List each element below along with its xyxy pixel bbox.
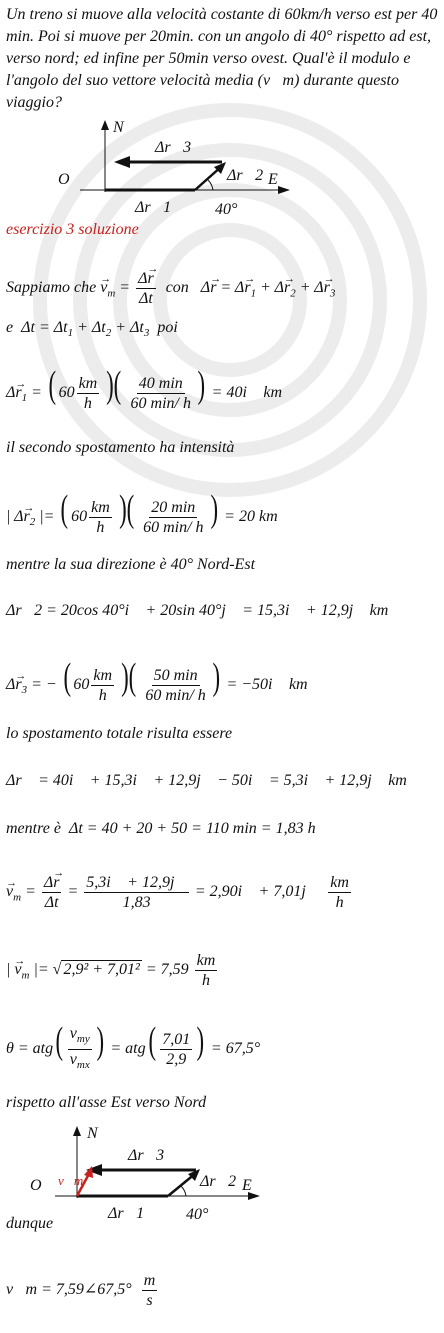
d2-north-label: N (87, 1125, 98, 1142)
text-rispetto: rispetto all'asse Est verso Nord (6, 1094, 207, 1111)
d1-r1-label: Δr⃗1 (135, 199, 172, 216)
text-dunque: dunque (6, 1215, 54, 1232)
text-secondo: il secondo spostamento ha intensità (6, 439, 235, 456)
eq-velocity: → $v_m$ = $\frac{\Delta\to r}{\Delta t}$ = $\frac{5,3i⃗ + 12,9j⃗}{1,83}$ = 2,90i⃗ + 7,01j⃗ $\frac{km}{h}$ (6, 874, 353, 911)
eq-final: v⃗m = 7,59∠67,5° $\frac{m}{s}$ (6, 1272, 156, 1309)
eq-r1: $\Delta\to r_1$ = ( 60 $\frac{km}{h}$ )( $\frac{40 \min}{60 \min/ h}$ ) = 40i⃗ km (6, 366, 282, 412)
d1-angle-label: 40° (215, 201, 238, 218)
vector-diagram-1 (0, 110, 444, 225)
d2-west-label: O (30, 1177, 42, 1194)
d2-r3-label: Δr⃗3 (128, 1147, 165, 1164)
eq-definition: Sappiamo che → $v_m$ = $\frac{\Delta\to r}{\Delta t}$ con $\Delta\to r = \Delta\to r_1 + \Delta\to r_2 + \Delta\to r_3$ (6, 270, 335, 307)
vector-diagram-2 (0, 1120, 444, 1220)
d1-east-label: E (268, 171, 278, 188)
solution-title: esercizio 3 soluzione (6, 221, 139, 238)
d1-west-label: O (58, 171, 70, 188)
eq-r2-components: Δr⃗2 = 20cos 40°i⃗ + 20sin 40°j⃗ = 15,3i⃗ + 12,9j⃗ km (6, 602, 389, 619)
eq-total: Δr⃗ = 40i⃗ + 15,3i⃗ + 12,9j⃗ − 50i⃗ = 5,3i⃗ + 12,9j⃗ km (6, 772, 407, 789)
text-totale: lo spostamento totale risulta essere (6, 725, 233, 742)
d2-r2-label: Δr⃗2 (200, 1173, 237, 1190)
eq-r3: $\Delta\to r_3$ = − ( 60 $\frac{km}{h}$ )( $\frac{50 \min}{60 \min/ h}$ ) = −50i⃗ km (6, 658, 308, 704)
eq-modulus: | → $v_m$ |= √ 2,9² + 7,01² = 7,59 $\frac{km}{h}$ (6, 952, 219, 989)
eq-r2-modulus: | $\Delta\to r_2$ |= ( 60 $\frac{km}{h}$ )( $\frac{20 \min}{60 \min/ h}$ ) = 20 km (6, 490, 278, 536)
d2-vm-label: v⃗m (58, 1173, 84, 1188)
d1-r2-label: Δr⃗2 (227, 167, 264, 184)
eq-time-total: mentre è Δt = 40 + 20 + 50 = 110 min = 1,83 h (6, 820, 316, 837)
eq-theta: θ = atg( $\frac{v_{my}}{v_{mx}}$ ) = atg( $\frac{7,01}{2,9}$ ) = 67,5° (6, 1020, 261, 1072)
d2-east-label: E (242, 1177, 252, 1194)
d1-r3-label: Δr⃗3 (155, 139, 192, 156)
eq-time-sum: e $\Delta t = \Delta t_1 + \Delta t_2 + \Delta t_3$ poi (6, 319, 178, 340)
d2-r1-label: Δr⃗1 (108, 1205, 145, 1220)
problem-statement: Un treno si muove alla velocità costante di 60km/h verso est per 40 min. Poi si muove per 20min. con un angolo di 40° rispetto ad est, verso nord; ed infine per 50min verso ovest. Qual'è il modulo e l'angolo del suo vettore velocità media (v⃗m) durante questo viaggio? (6, 6, 438, 111)
d2-angle-label: 40° (186, 1206, 209, 1220)
d1-north-label: N (113, 119, 124, 136)
text-direzione: mentre la sua direzione è 40° Nord-Est (6, 556, 256, 573)
